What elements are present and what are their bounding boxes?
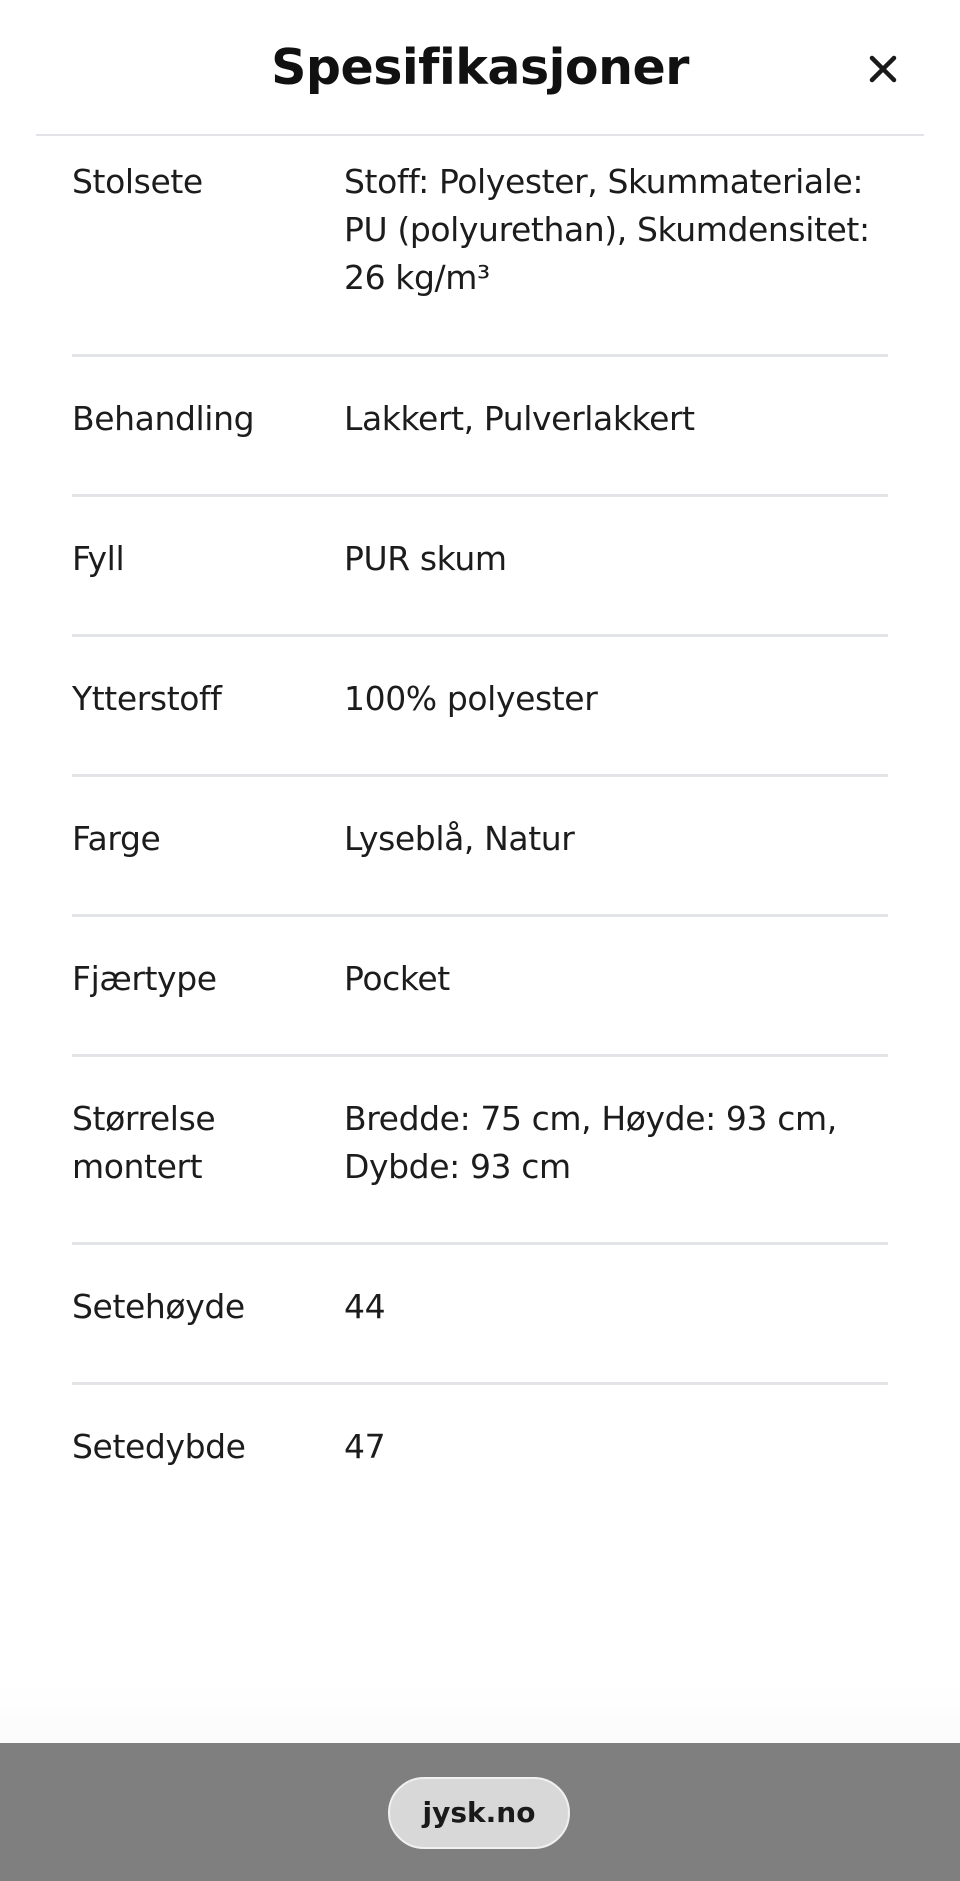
spec-row-fyll [72, 497, 888, 637]
spec-row-storrelse-montert [72, 1057, 888, 1245]
spec-row-behandling [72, 357, 888, 497]
spec-value: 47 [344, 1427, 386, 1466]
sheet-header [36, 0, 924, 136]
spec-label: Farge [72, 819, 161, 858]
spec-value: Bredde: 75 cm, Høyde: 93 cm, Dybde: 93 cm [344, 1099, 837, 1186]
spec-label: Fyll [72, 539, 125, 578]
spec-value: PUR skum [344, 539, 507, 578]
close-icon [866, 52, 900, 86]
browser-bottom-bar [0, 1743, 960, 1881]
spec-value: Pocket [344, 959, 450, 998]
spec-row-farge [72, 777, 888, 917]
spec-label: Ytterstoff [72, 679, 222, 718]
spec-label: Fjærtype [72, 959, 217, 998]
spec-value: Lakkert, Pulverlakkert [344, 399, 695, 438]
scroll-fade [0, 1683, 960, 1743]
spec-list [72, 136, 888, 1522]
spec-label: Setehøyde [72, 1287, 245, 1326]
spec-label: Stolsete [72, 162, 203, 201]
spec-value: 44 [344, 1287, 386, 1326]
spec-value: 100% polyester [344, 679, 598, 718]
spec-label: Behandling [72, 399, 255, 438]
spec-row-ytterstoff [72, 637, 888, 777]
spec-value: Stoff: Polyester, Skummateriale: PU (polyurethan), Skumdensitet: 26 kg/m³ [344, 162, 870, 297]
close-button[interactable] [866, 52, 900, 86]
spec-row-stolsete [72, 136, 888, 357]
spec-value: Lyseblå, Natur [344, 819, 575, 858]
url-pill[interactable]: jysk.no [388, 1777, 570, 1849]
spec-label: Størrelse montert [72, 1099, 216, 1186]
spec-row-setedybde [72, 1385, 888, 1522]
spec-label: Setedybde [72, 1427, 246, 1466]
spec-row-setehoyde [72, 1245, 888, 1385]
page-title: Spesifikasjoner [271, 39, 689, 96]
spec-row-fjaertype [72, 917, 888, 1057]
